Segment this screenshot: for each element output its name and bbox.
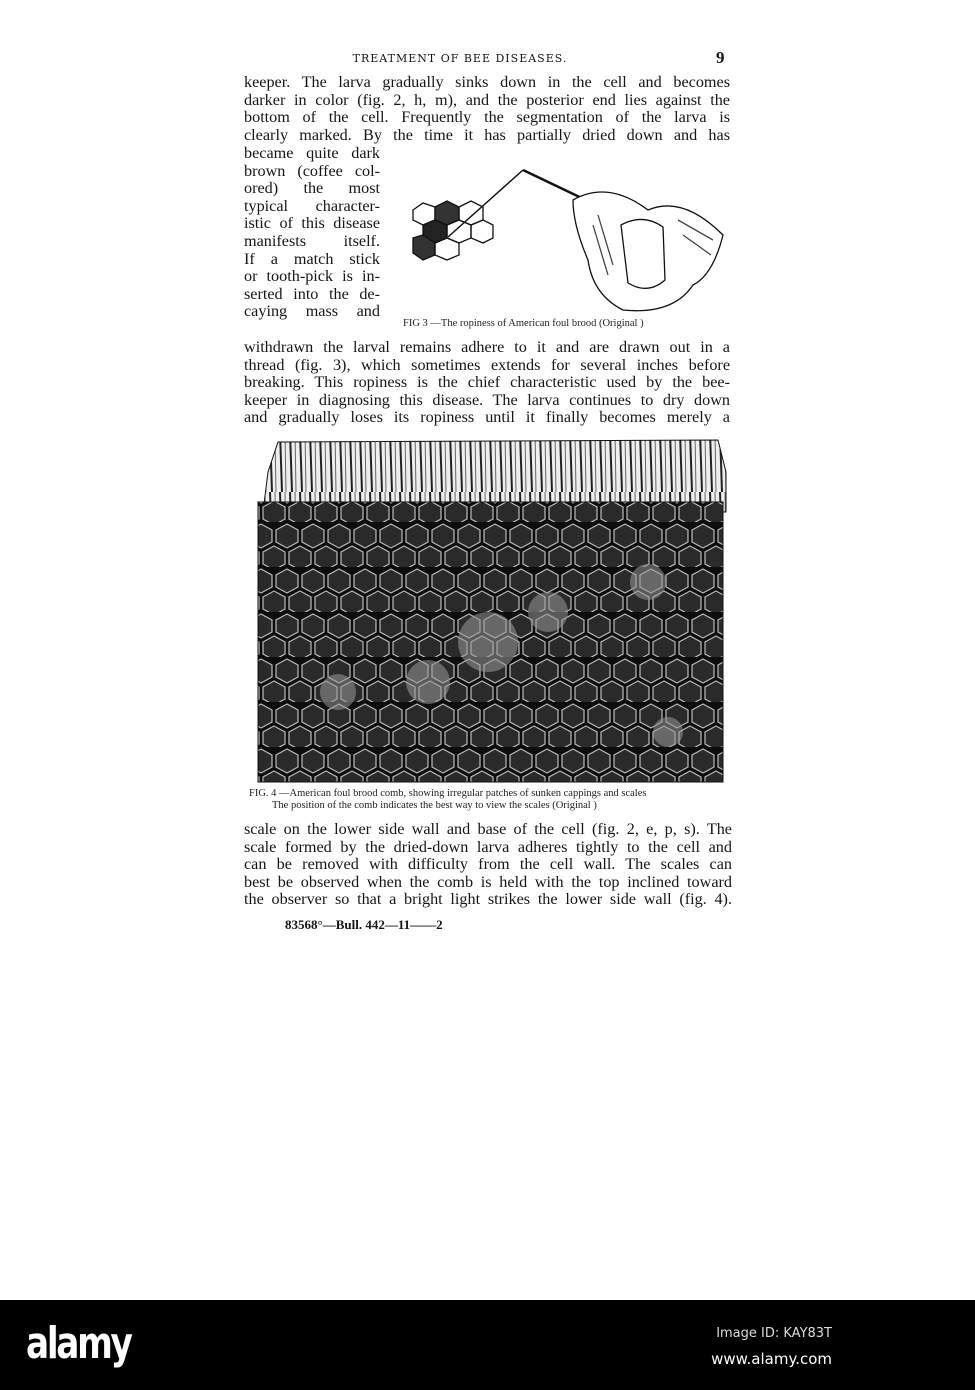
text-line: keeper. The larva gradually sinks down in the cell and becomes bbox=[244, 73, 730, 91]
ropy-thread bbox=[448, 170, 523, 237]
watermark-bar bbox=[0, 1300, 975, 1390]
text-line: If a match stick bbox=[244, 249, 380, 268]
text-line: caying mass and bbox=[244, 302, 380, 321]
text-line: manifests itself. bbox=[244, 231, 380, 250]
text-line: best be observed when the comb is held with the top inclined toward bbox=[244, 872, 732, 891]
text-line: clearly marked. By the time it has partially dried down and has bbox=[244, 125, 730, 144]
signature-mark: 83568°—Bull. 442—11——2 bbox=[285, 917, 443, 932]
text-line: breaking. This ropiness is the chief characteristic used by the bee- bbox=[244, 373, 730, 392]
comb-top-edge bbox=[263, 440, 726, 512]
paragraph-1 bbox=[244, 74, 730, 144]
text-line: ored) the most bbox=[244, 179, 380, 198]
text-line: istic of this disease bbox=[244, 214, 380, 233]
text-line: brown (coffee col- bbox=[244, 161, 380, 180]
hand bbox=[573, 192, 723, 311]
figure-3-caption: FIG 3 —The ropiness of American foul brood (Original ) bbox=[403, 318, 644, 329]
text-line: and gradually loses its ropiness until it finally becomes merely a bbox=[244, 408, 730, 427]
text-line: withdrawn the larval remains adhere to it and are drawn out in a bbox=[244, 338, 730, 356]
text-line: darker in color (fig. 2, h, m), and the posterior end lies against the bbox=[244, 90, 730, 109]
figure-4-caption-line-1: FIG. 4 —American foul brood comb, showing irregular patches of sunken cappings and scales bbox=[249, 788, 647, 799]
text-line: thread (fig. 3), which sometimes extends for several inches before bbox=[244, 355, 730, 374]
text-line: scale on the lower side wall and base of the cell (fig. 2, e, p, s). The bbox=[244, 820, 732, 838]
alamy-logo: alamy bbox=[26, 1318, 131, 1369]
text-line: can be removed with difficulty from the cell wall. The scales can bbox=[244, 855, 732, 874]
text-line: keeper in diagnosing this disease. The larva continues to dry down bbox=[244, 390, 730, 409]
comb-fragment bbox=[413, 201, 493, 260]
text-line: or tooth-pick is in- bbox=[244, 267, 380, 286]
text-line: the observer so that a bright light strikes the lower side wall (fig. 4). bbox=[244, 890, 732, 909]
text-line: scale formed by the dried-down larva adheres tightly to the cell and bbox=[244, 837, 732, 856]
text-line: typical character- bbox=[244, 196, 380, 215]
figure-3-ropiness-illustration bbox=[393, 165, 733, 315]
site-url: www.alamy.com bbox=[711, 1350, 832, 1368]
figure-4-honeycomb-illustration bbox=[248, 432, 733, 784]
paragraph-3 bbox=[244, 339, 730, 427]
page-number: 9 bbox=[716, 48, 725, 67]
text-line: became quite dark bbox=[244, 144, 380, 162]
image-id: Image ID: KAY83T bbox=[716, 1326, 832, 1341]
text-line: bottom of the cell. Frequently the segmentation of the larva is bbox=[244, 108, 730, 127]
figure-4-caption-line-2: The position of the comb indicates the best way to view the scales (Original ) bbox=[272, 800, 597, 811]
text-line: serted into the de- bbox=[244, 284, 380, 303]
running-head: TREATMENT OF BEE DISEASES. bbox=[352, 52, 568, 65]
paragraph-4 bbox=[244, 821, 732, 909]
paragraph-wrap-left bbox=[244, 145, 380, 321]
